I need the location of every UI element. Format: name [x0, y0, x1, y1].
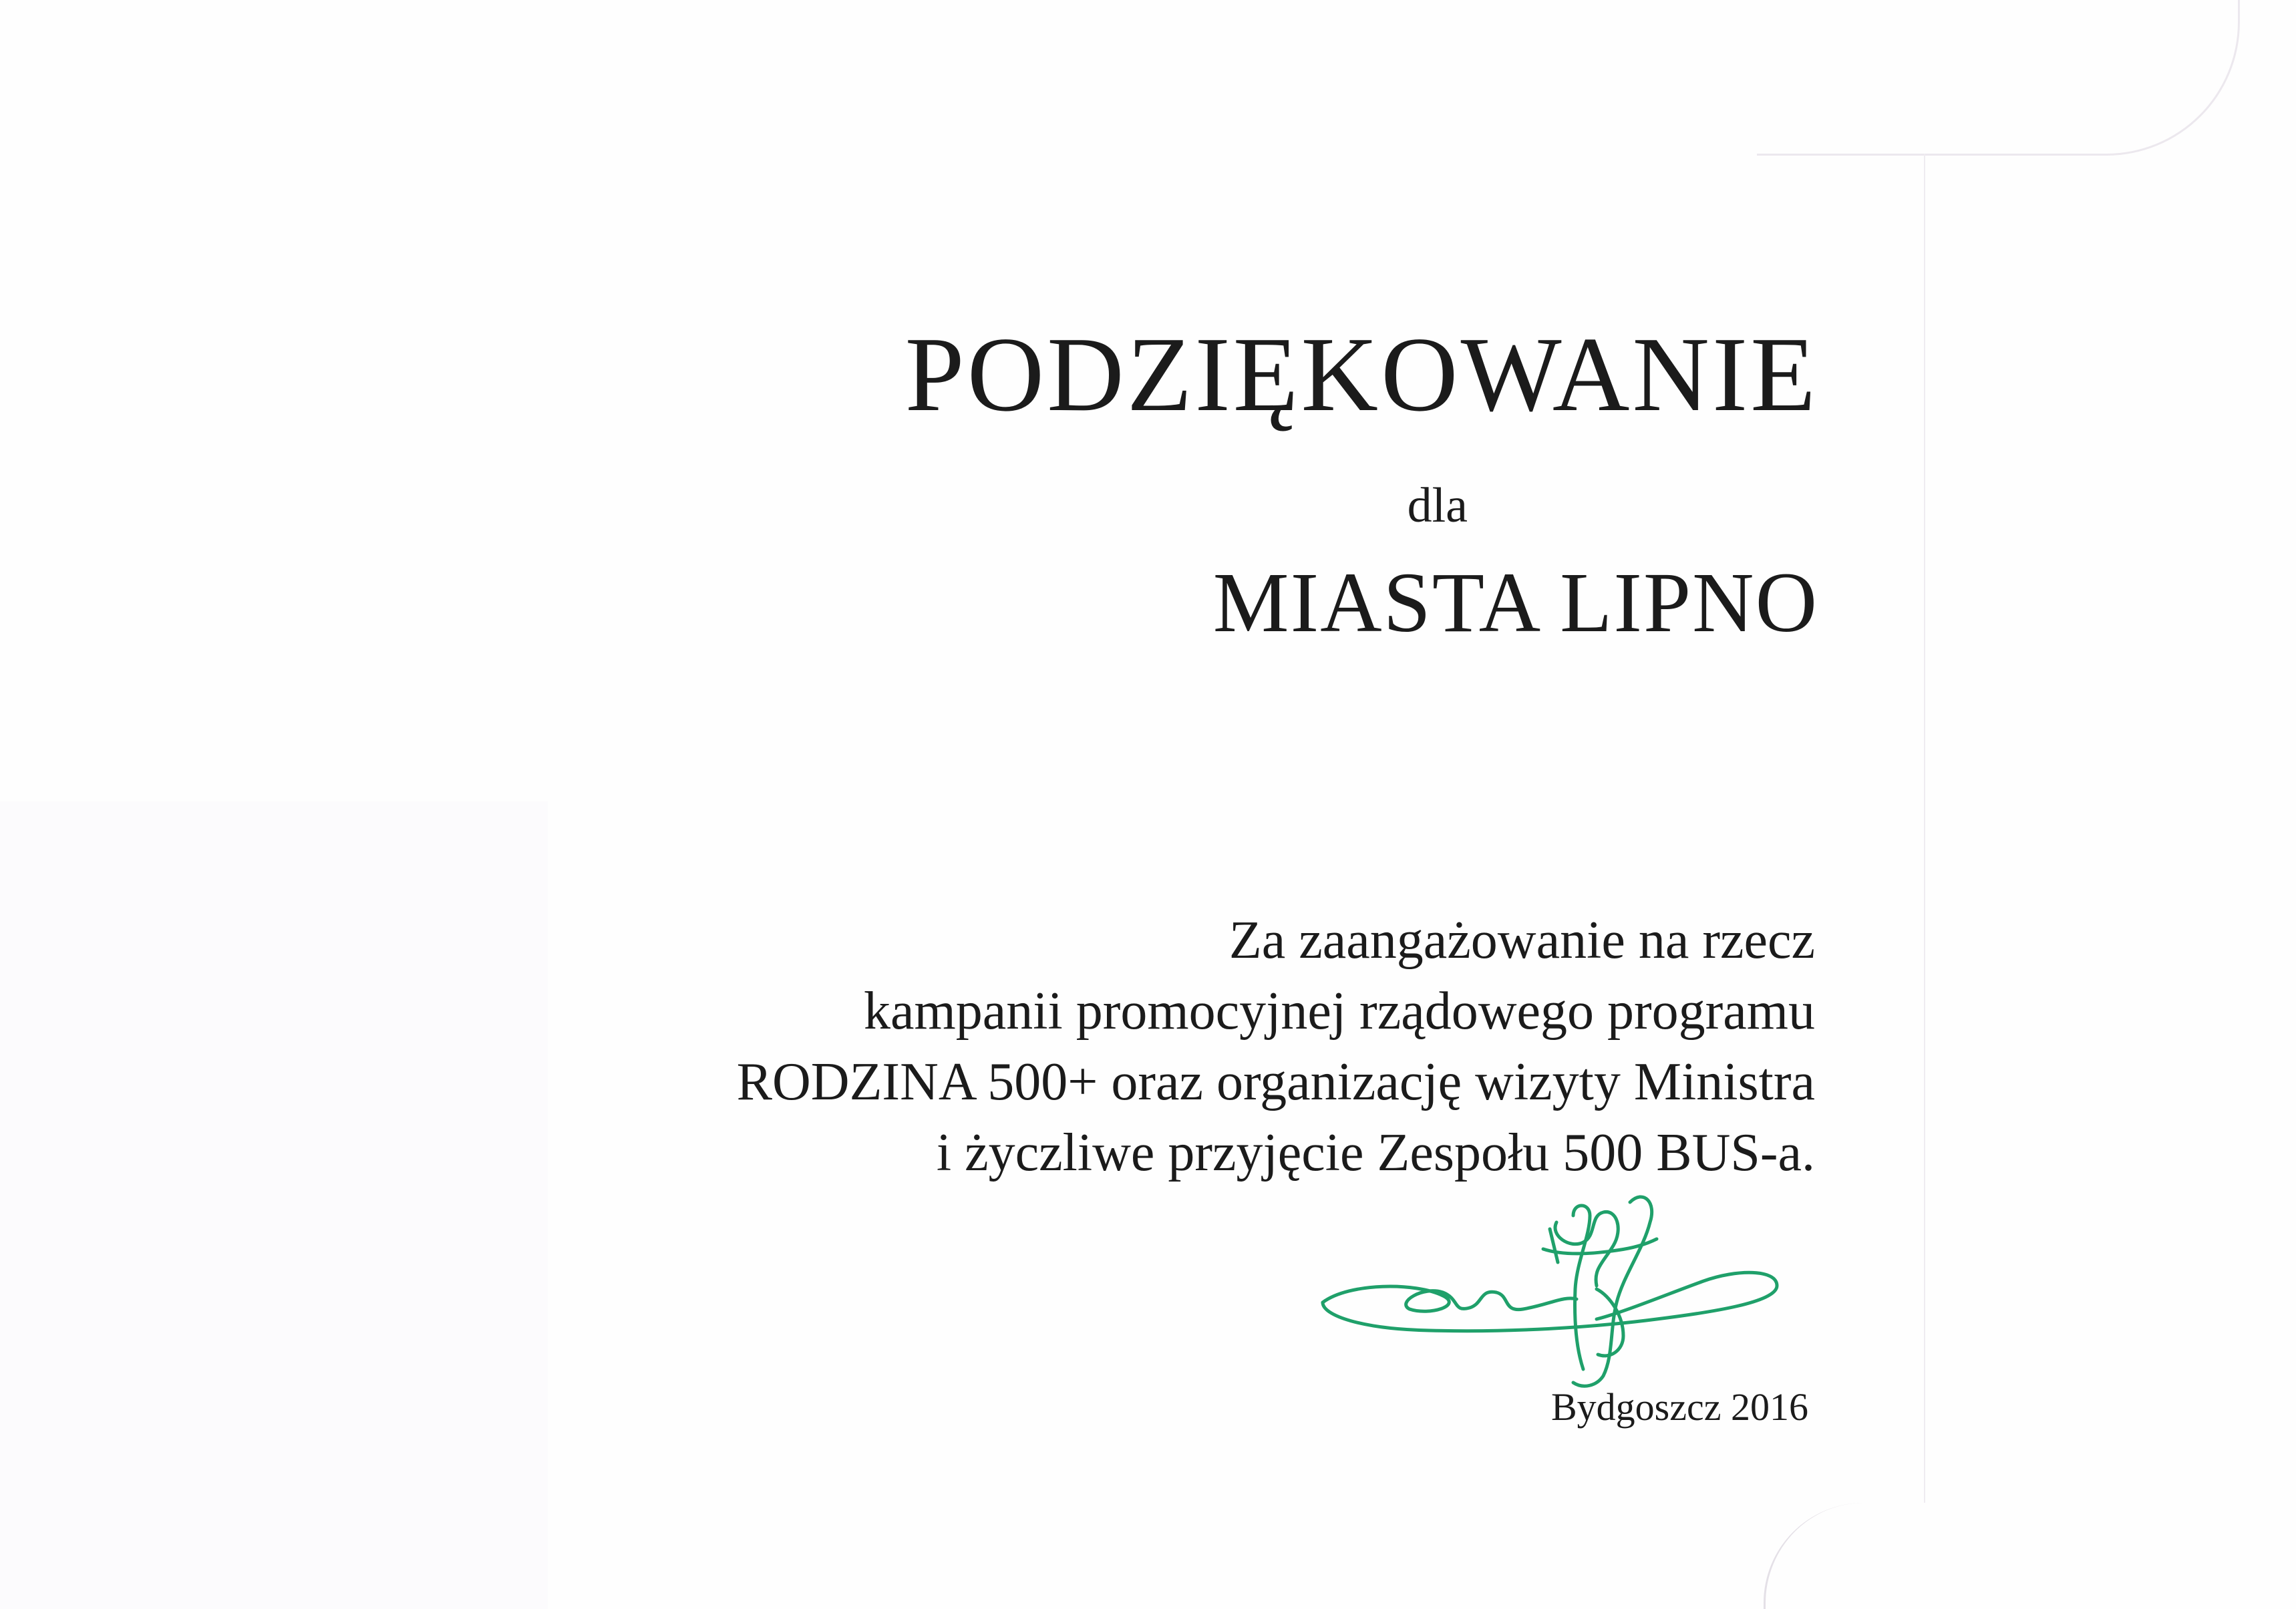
paper-shade [0, 801, 548, 1609]
document-title: PODZIĘKOWANIE [905, 315, 1818, 433]
body-line: Za zaangażowanie na rzecz [1228, 911, 1815, 970]
recipient-name: MIASTA LIPNO [1212, 555, 1818, 650]
card-edge-top-right [1757, 0, 2240, 156]
acknowledgement-text [479, 905, 1815, 1188]
card-edge-bottom-right [1764, 1503, 1926, 1609]
body-line: kampanii promocyjnej rządowego programu [864, 982, 1815, 1041]
card-edge-right [1924, 154, 1925, 1503]
body-line: i życzliwe przyjęcie Zespołu 500 BUS-a. [936, 1123, 1815, 1182]
handwritten-signature [1309, 1176, 1790, 1396]
body-line: RODZINA 500+ oraz organizację wizyty Ministra [736, 1053, 1815, 1111]
place-and-date: Bydgoszcz 2016 [1551, 1385, 1808, 1429]
preposition-text: dla [1407, 478, 1468, 533]
